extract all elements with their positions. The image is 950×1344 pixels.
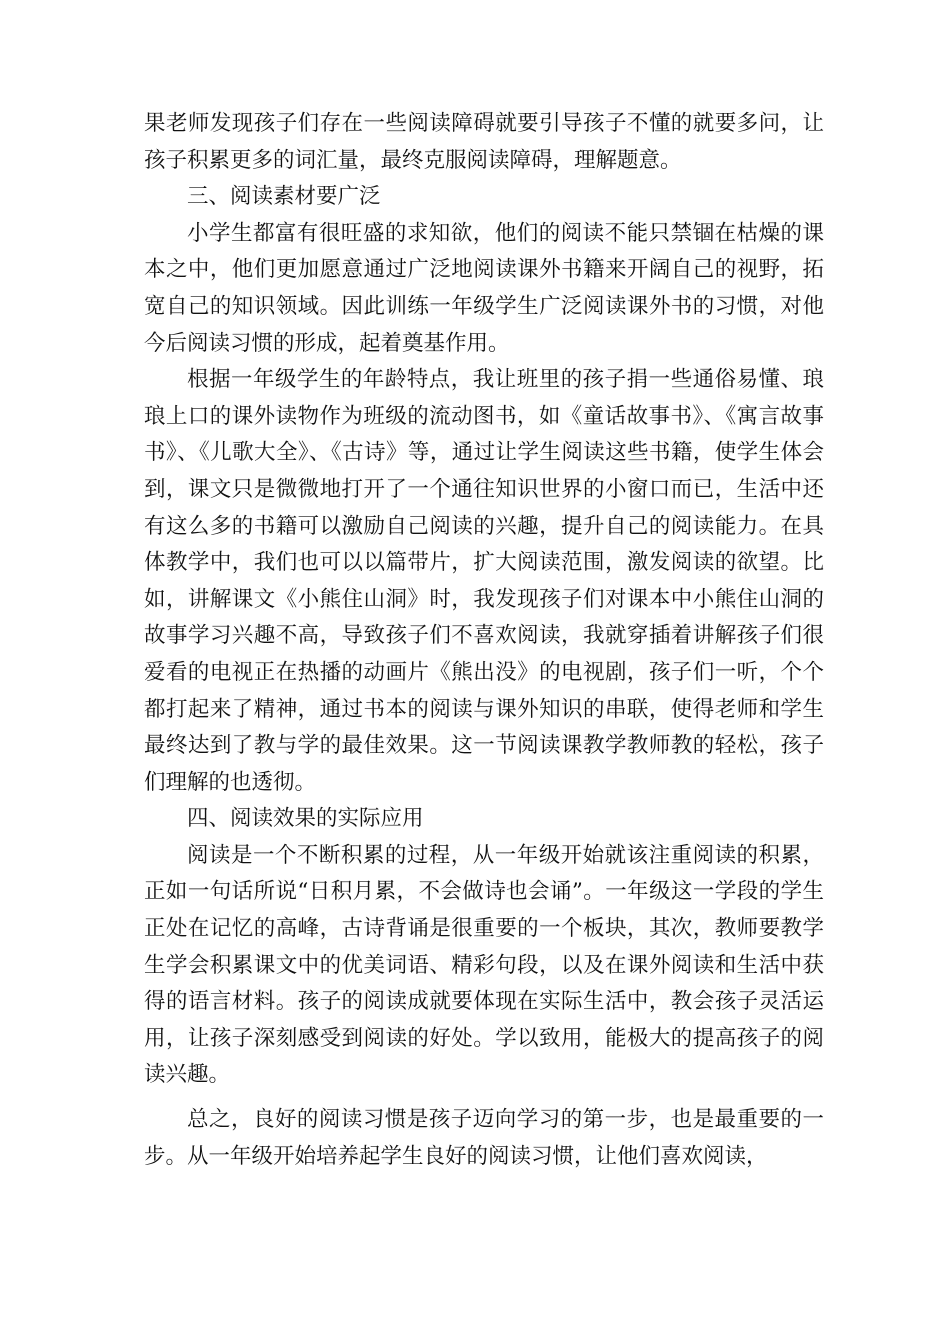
section-heading-3: 三、阅读素材要广泛: [187, 184, 381, 210]
paragraph-continuation: 果老师发现孩子们存在一些阅读障碍就要引导孩子不懂的就要多问，让孩子积累更多的词汇量，最终克服阅读障碍，理解题意。: [144, 111, 824, 173]
paragraph: 小学生都富有很旺盛的求知欲，他们的阅读不能只禁锢在枯燥的课本之中，他们更加愿意通过广泛地阅读课外书籍来开阔自己的视野，拓宽自己的知识领域。因此训练一年级学生广泛阅读课外书的习惯，对他今后阅读习惯的形成，起着奠基作用。: [144, 220, 824, 356]
paragraph: 根据一年级学生的年龄特点，我让班里的孩子捐一些通俗易懂、琅琅上口的课外读物作为班级的流动图书，如《童话故事书》、《寓言故事书》、《儿歌大全》、《古诗》等，通过让学生阅读这些书籍，使学生体会到，课文只是微微地打开了一个通往知识世界的小窗口而已，生活中还有这么多的书籍可以激励自己阅读的兴趣，提升自己的阅读能力。在具体教学中，我们也可以以篇带片，扩大阅读范围，激发阅读的欲望。比如，讲解课文《小熊住山洞》时，我发现孩子们对课本中小熊住山洞的故事学习兴趣不高，导致孩子们不喜欢阅读，我就穿插着讲解孩子们很爱看的电视正在热播的动画片《熊出没》的电视剧，孩子们一听，个个都打起来了精神，通过书本的阅读与课外知识的串联，使得老师和学生最终达到了教与学的最佳效果。这一节阅读课教学教师教的轻松，孩子们理解的也透彻。: [144, 367, 824, 795]
document-body: [144, 106, 824, 1175]
paragraph-conclusion: 总之，良好的阅读习惯是孩子迈向学习的第一步，也是最重要的一步。从一年级开始培养起学生良好的阅读习惯，让他们喜欢阅读，: [144, 1107, 824, 1169]
paragraph: 阅读是一个不断积累的过程，从一年级开始就该注重阅读的积累，正如一句话所说“日积月累，不会做诗也会诵”。一年级这一学段的学生正处在记忆的高峰，古诗背诵是很重要的一个板块，其次，教师要教学生学会积累课文中的优美词语、精彩句段，以及在课外阅读和生活中获得的语言材料。孩子的阅读成就要体现在实际生活中，教会孩子灵活运用，让孩子深刻感受到阅读的好处。学以致用，能极大的提高孩子的阅读兴趣。: [144, 842, 824, 1088]
section-heading-4: 四、阅读效果的实际应用: [187, 806, 424, 832]
